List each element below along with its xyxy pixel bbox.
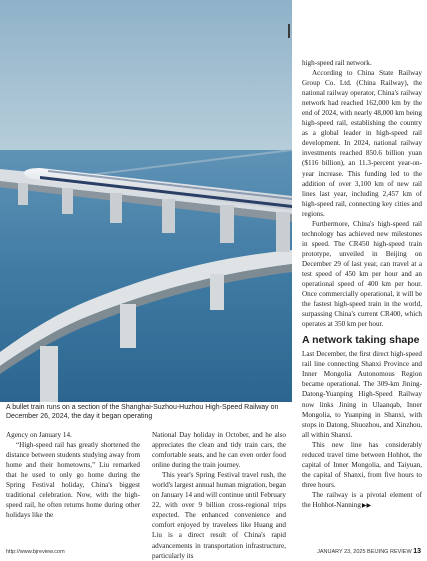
paragraph: Furthermore, China's high-speed rail technology has achieved new milestones in speed. The CR450 high-speed train prototype, unveiled in Beijing on December 29 of last year, can travel at a test speed of 450 km per hour and an operational speed of 400 km per hour. Once commercially operational, it will be the fastest high-speed train in the world, surpassing China's current CR400, which operates at 350 km per hour. [302, 219, 422, 329]
train-photo [0, 0, 292, 402]
page-number: 13 [413, 548, 421, 555]
paragraph: According to China State Railway Group Co. Ltd. (China Railway), the national railway operator, China's railway network had reached 162,000 km by the end of 2024, with nearly 48,000 km being high-speed rail, establishing the country as a global leader in high-speed rail development. In 2024, national railway investments reached 850.6 billion yuan ($116 billion), an 11.3-percent year-on-year increase. This funding led to the addition of over 3,100 km of new rail lines last year, including 2,457 km of high-speed rail, connecting key cities and regions. [302, 69, 422, 218]
paragraph-text: The railway is a pivotal element of the Hohhot-Nanning [302, 490, 422, 509]
article-column-2 [152, 430, 286, 561]
footer-url: http://www.bjreview.com [6, 549, 65, 555]
paragraph: This new line has considerably reduced travel time between Hohhot, the capital of Inner Mongolia, and Taiyuan, the capital of Shanxi, from five hours to three hours. [302, 440, 422, 489]
photo-caption: A bullet train runs on a section of the Shanghai-Suzhou-Huzhou High-Speed Railway on December 26, 2024, the day it began operating [6, 404, 279, 420]
paragraph: high-speed rail network. [302, 59, 372, 67]
paragraph: “High-speed rail has greatly shortened the distance between students studying away from home and their hometowns,” Liu remarked that he used to only go home during the Spring Festival holiday, China's biggest traditional celebration. Now, with the high-speed rail, he often returns home during other holidays like the [6, 441, 140, 520]
paragraph [302, 490, 422, 511]
footer-issue-text: JANUARY 23, 2025 BEIJING REVIEW [317, 549, 412, 555]
paragraph: Last December, the first direct high-speed rail line connecting Shanxi Province and Inner Mongolia Autonomous Region became operational. The 309-km Jining-Datong-Yuanping High-Speed Railway now links Jining in Ulaanqab, Inner Mongolia, to Yuanping in Shanxi, with stops in Datong, Shuozhou, and Xinzhou, all within Shanxi. [302, 350, 422, 439]
article-column-1 [6, 430, 140, 520]
footer-issue [317, 548, 421, 555]
paragraph: This year's Spring Festival travel rush, the world's largest annual human migration, began on January 14 and will continue until February 22, with over 9 billion cross-regional trips expected. The enhanced convenience and comfort enjoyed by travelees like Huang and Liu is a direct result of China's rapid advancements in transportation infrastructure, particularly its [152, 471, 286, 560]
section-heading: A network taking shape [302, 334, 420, 347]
paragraph: National Day holiday in October, and he also appreciates the clean and tidy train cars, the comfortable seats, and he can even order food online during the train journey. [152, 431, 286, 470]
article-right-column [302, 58, 422, 511]
continue-arrow-icon: ▶▶ [361, 502, 372, 509]
paragraph: Agency on January 14. [6, 431, 72, 439]
